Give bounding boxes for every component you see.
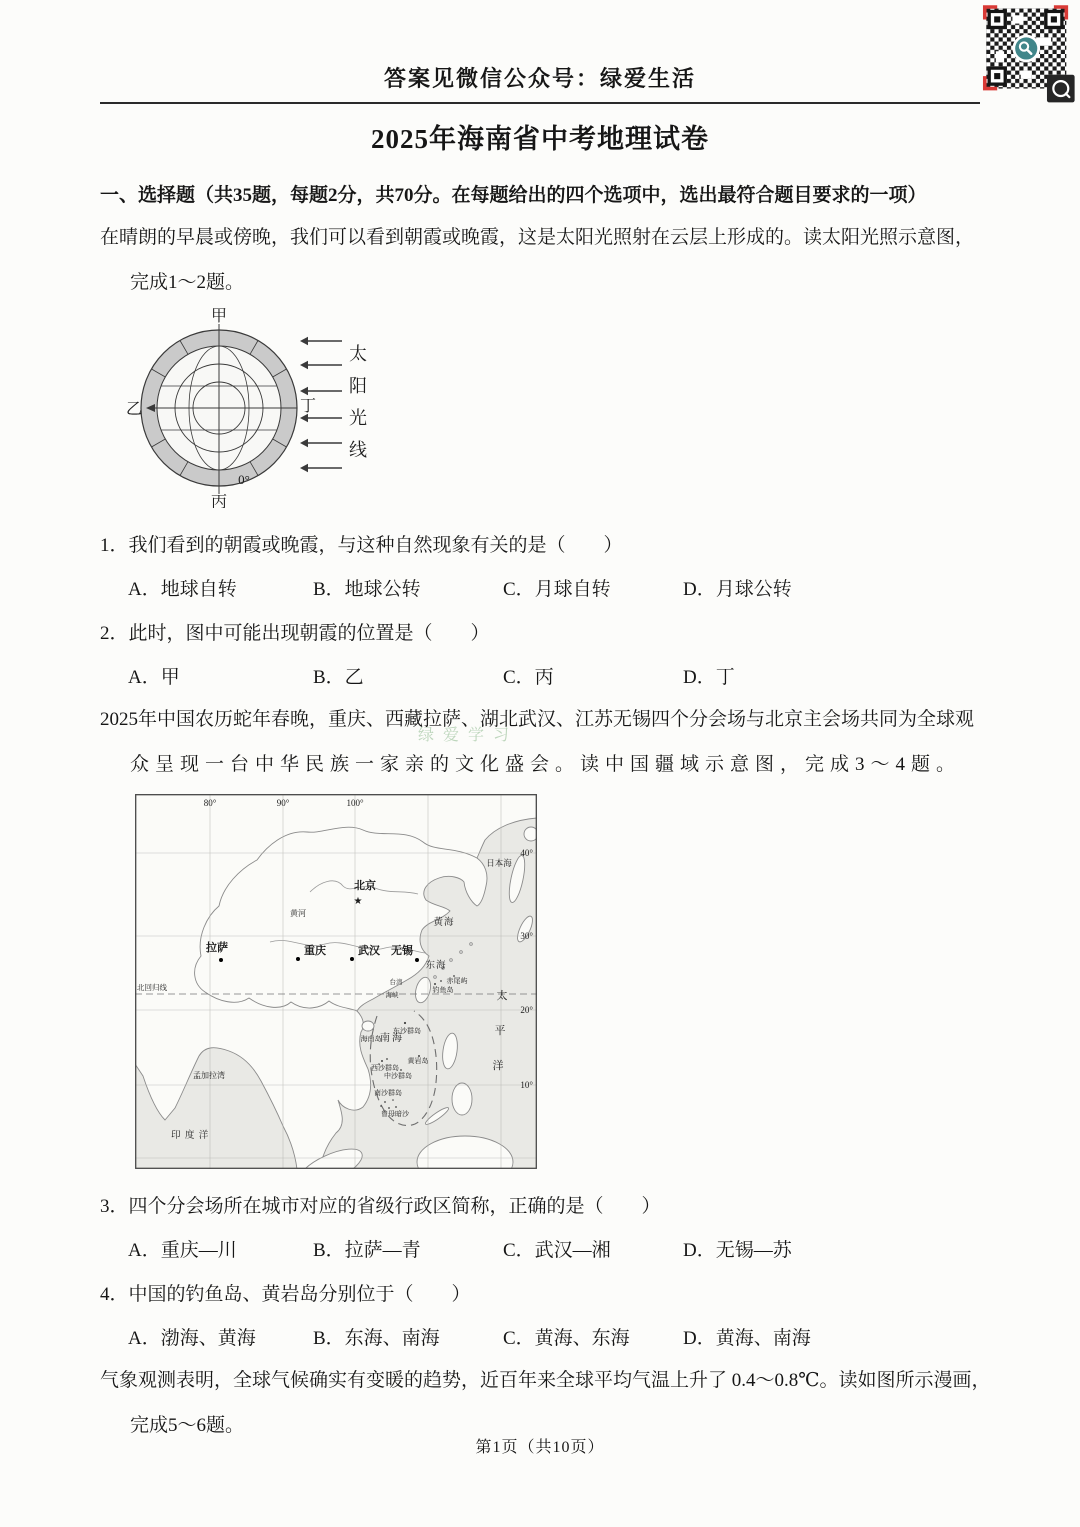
question-4-option-c: C．黄海、东海 [503,1328,630,1350]
svg-text:线: 线 [349,440,367,461]
question-1 [100,530,980,601]
question-2-stem: 2．此时，图中可能出现朝霞的位置是（ ） [100,623,490,645]
question-3-number: 3． [100,1196,129,1218]
question-3-stem: 3．四个分会场所在城市对应的省级行政区简称，正确的是（ ） [100,1196,661,1218]
question-3-option-a: A．重庆—川 [128,1240,237,1262]
header-notice: 答案见微信公众号：绿爱生活 [383,66,696,91]
globe [141,324,297,494]
question-1-stem: 1．我们看到的朝霞或晚霞，与这种自然现象有关的是（ ） [100,535,623,557]
svg-text:太: 太 [496,990,508,1003]
question-4-option-a: A．渤海、黄海 [128,1328,256,1350]
map-label-wuxi: 无锡 [391,945,413,958]
diagram-label-equator: 0° [238,472,250,488]
question-1-option-b: B．地球公转 [313,579,421,601]
question-3-option-b: B．拉萨—青 [313,1240,421,1262]
passage-2-line-1: 2025年中国农历蛇年春晚，重庆、西藏拉萨、湖北武汉、江苏无锡四个分会场与北京主会场共同为全球观 [100,709,975,731]
question-1-option-c: C．月球自转 [503,579,611,601]
map-label-yellow-sea: 黄海 [433,918,455,929]
section-heading: 一、选择题（共35题，每题2分，共70分。在每题给出的四个选项中，选出最符合题目要求的一项） [100,185,927,206]
diagram-label-ding: 丁 [299,398,317,416]
hainan-island [362,1021,374,1031]
question-1-option-d: D．月球公转 [683,579,792,601]
map-label-bengal-bay: 孟加拉湾 [193,1071,225,1081]
map-label-chongqing: 重庆 [304,945,326,958]
map-label-indian-ocean: 印 度 洋 [171,1131,210,1142]
question-2-number: 2． [100,623,129,645]
question-4-stem: 4．中国的钓鱼岛、黄岩岛分别位于（ ） [100,1284,471,1306]
question-2-option-c: C．丙 [503,667,554,689]
passage-1-line-2: 完成1～2题。 [130,271,245,293]
header-rule [100,102,980,104]
map-label-japan-sea: 日本海 [486,858,512,869]
question-3-options [100,1235,980,1262]
sun-illumination-diagram [124,308,376,513]
diagram-label-bing: 丙 [210,494,228,509]
question-4 [100,1279,980,1350]
question-2-option-d: D．丁 [683,667,735,689]
question-1-options [100,574,980,601]
map-label-dongsha: 东沙群岛 [393,1027,421,1036]
map-label-wuhan: 武汉 [358,945,380,958]
svg-text:光: 光 [349,408,367,429]
lhasa-dot [219,958,223,962]
lat-label-20: 20° [520,1005,533,1016]
wuxi-dot [415,958,419,962]
question-3-option-c: C．武汉—湘 [503,1240,611,1262]
diagram-label-jia: 甲 [210,308,228,326]
svg-text:洋: 洋 [492,1060,504,1073]
question-4-option-b: B．东海、南海 [313,1328,440,1350]
sun-diagram-graphic [124,308,376,508]
map-label-chiwei: 赤尾屿 [446,977,468,986]
lon-label-80: 80° [203,798,217,809]
chongqing-dot [296,957,300,961]
lat-label-10: 10° [520,1080,533,1091]
map-label-huangyan: 黄岩岛 [407,1057,429,1066]
map-label-tropic: 北回归线 [137,983,167,993]
passage-3-line-1: 气象观测表明，全球气候确实有变暖的趋势，近百年来全球平均气温上升了 0.4～0.8℃。读如图所示漫画， [100,1370,991,1392]
lat-label-30: 30° [520,931,533,942]
map-label-zhongsha: 中沙群岛 [384,1072,412,1081]
map-label-yellow-river: 黄河 [290,909,306,919]
passage-1-line-1: 在晴朗的早晨或傍晚，我们可以看到朝霞或晚霞，这是太阳光照射在云层上形成的。读太阳光照示意图， [100,227,975,248]
beijing-star-icon: ★ [353,896,363,908]
question-1-number: 1． [100,535,129,557]
map-label-strait: 海峡 [385,992,399,1000]
map-label-lhasa: 拉萨 [206,942,228,955]
passage-3-line-2: 完成5～6题。 [130,1414,245,1436]
question-4-options [100,1323,980,1350]
map-label-nansha: 南沙群岛 [374,1089,402,1098]
china-territory-map [135,794,537,1174]
question-2-options [100,662,980,689]
question-1-option-a: A．地球自转 [128,579,237,601]
watermark: 绿爱学习 [418,727,519,744]
passage-2-line-2: 众呈现一台中华民族一家亲的文化盛会。读中国疆域示意图，完成3～4题。 [130,753,962,775]
page-footer: 第1页（共10页） [475,1439,605,1456]
question-3 [100,1191,980,1262]
china-map-graphic [135,794,537,1169]
map-label-taiwan: 台湾 [389,979,403,987]
question-3-option-d: D．无锡—苏 [683,1240,792,1262]
map-label-diaoyu: 钓鱼岛 [432,986,454,995]
sun-ray-caption [349,344,367,460]
lat-label-40: 40° [520,848,533,859]
map-label-beijing: 北京 [354,880,376,893]
map-label-south-sea: 南海 [380,1033,404,1045]
question-4-option-d: D．黄海、南海 [683,1328,811,1350]
lon-label-100: 100° [346,798,364,809]
map-label-hainan: 海南岛 [360,1035,382,1044]
wuhan-dot [350,957,354,961]
svg-text:平: 平 [494,1025,506,1038]
page-title: 2025年海南省中考地理试卷 [371,124,709,154]
question-2-option-b: B．乙 [313,667,364,689]
svg-text:阳: 阳 [349,376,367,397]
map-label-east-sea: 东海 [425,961,447,972]
lon-label-90: 90° [276,798,290,809]
map-label-zengmu: 曾母暗沙 [381,1110,409,1119]
diagram-label-yi: 乙 [125,401,143,419]
svg-text:太: 太 [349,344,367,365]
question-2 [100,618,980,689]
question-4-number: 4． [100,1284,129,1306]
map-label-xisha: 西沙群岛 [371,1064,399,1073]
question-2-option-a: A．甲 [128,667,180,689]
